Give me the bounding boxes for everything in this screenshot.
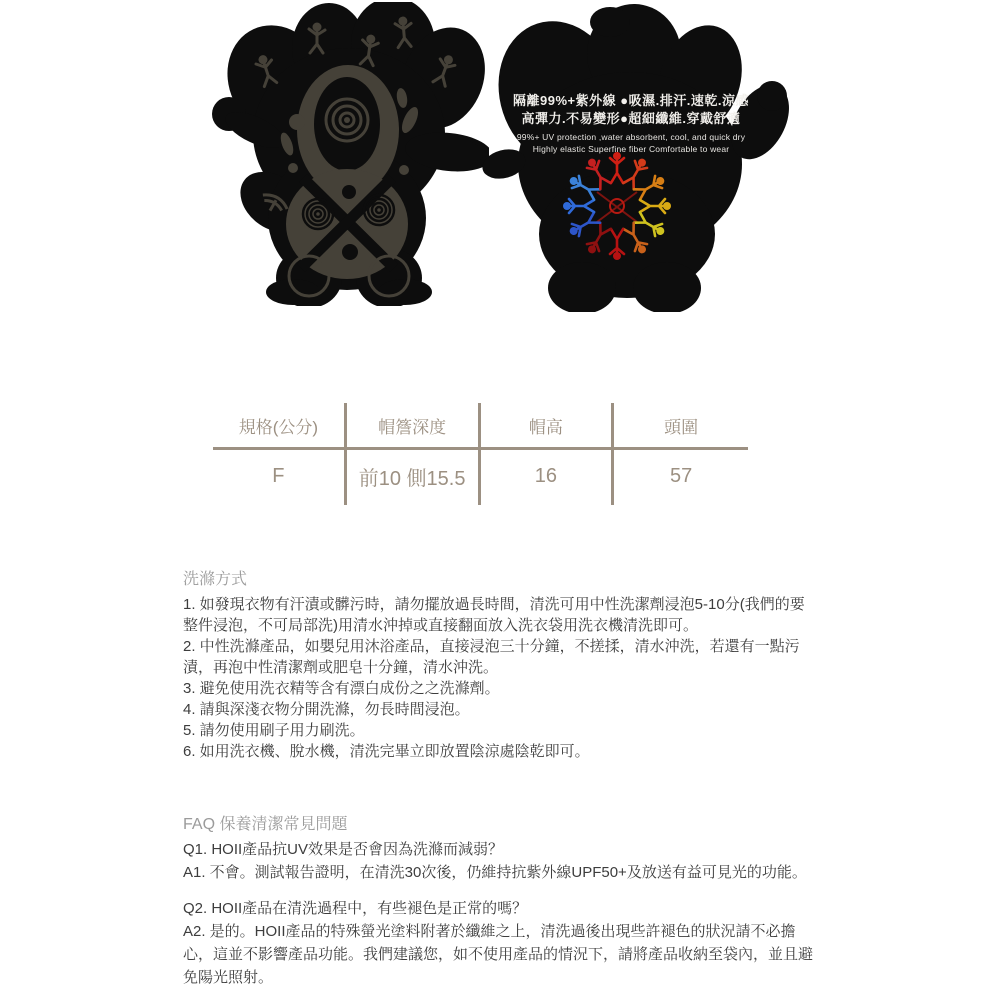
spec-header-hat-height: 帽高: [481, 403, 615, 447]
washing-instruction-item: 4. 請與深淺衣物分開洗滌，勿長時間浸泡。: [183, 701, 470, 718]
faq-answer: A1. 不會。測試報告證明，在清洗30次後，仍維持抗紫外線UPF50+及放送有益可見光的功能。: [183, 864, 807, 881]
washing-instructions-section: [183, 566, 815, 762]
spec-value-brim-depth: 前10 側15.5: [347, 447, 481, 505]
table-header-divider: [213, 447, 748, 450]
faq-question: Q1. HOII產品抗UV效果是否會因為洗滌而減弱？: [183, 841, 504, 858]
washing-instruction-item: 1. 如發現衣物有汗漬或髒污時，請勿擺放過長時間，清洗可用中性洗潔劑浸泡5-10分(我們的要整件浸泡，不可局部洗)用清水沖掉或直接翻面放入洗衣袋用洗衣機清洗即可。: [183, 596, 805, 634]
mascot-silhouette: [479, 4, 792, 312]
feature-line-en-1: 99%+ UV protection ,water absorbent, cool, and quick dry: [516, 132, 746, 142]
spec-table: [213, 403, 748, 505]
product-image-back: [197, 2, 489, 306]
spec-table-header-row: [213, 403, 748, 447]
washing-instruction-item: 6. 如用洗衣機、脫水機，清洗完畢立即放置陰涼處陰乾即可。: [183, 743, 590, 760]
washing-instruction-item: 2. 中性洗滌產品，如嬰兒用沐浴產品，直接浸泡三十分鐘，不搓揉，清水沖洗，若還有一點污漬，再泡中性清潔劑或肥皂十分鐘，清水沖洗。: [183, 638, 800, 676]
spec-table-data-row: [213, 447, 748, 505]
faq-item: [183, 897, 823, 989]
washing-section-title: 洗滌方式: [183, 571, 248, 588]
faq-answer: A2. 是的。HOII產品的特殊螢光塗料附著於纖維之上，清洗過後出現些許褪色的狀況請不必擔心，這並不影響產品功能。我們建議您，如不使用產品的情況下，請將產品收納至袋內，並且避免陽光照射。: [183, 923, 814, 986]
feature-line-zh-1: 隔離99%+紫外線 ●吸濕.排汗.速乾.涼感: [513, 93, 749, 108]
spec-value-size: F: [213, 447, 347, 505]
spec-value-head-circumference: 57: [670, 464, 693, 487]
faq-section: [183, 811, 823, 1002]
faq-question: Q2. HOII產品在清洗過程中，有些褪色是正常的嗎？: [183, 900, 528, 917]
feature-line-en-2: Highly elastic Superfine fiber Comfortable to wear: [532, 144, 730, 154]
spec-header-size: 規格(公分): [213, 403, 347, 447]
product-image-front: [462, 0, 792, 312]
feature-line-zh-2: 高彈力.不易變形●超細纖維.穿戴舒適: [521, 111, 741, 126]
spec-value-hat-height: 16: [481, 447, 615, 505]
washing-instruction-item: 3. 避免使用洗衣精等含有漂白成份之之洗滌劑。: [183, 680, 500, 697]
washing-instruction-item: 5. 請勿使用刷子用力刷洗。: [183, 722, 365, 739]
spec-header-head-circumference: 頭圍: [664, 417, 699, 437]
faq-section-title: FAQ 保養清潔常見問題: [183, 816, 348, 833]
faq-item: [183, 838, 823, 884]
spec-header-brim-depth: 帽簷深度: [347, 403, 481, 447]
